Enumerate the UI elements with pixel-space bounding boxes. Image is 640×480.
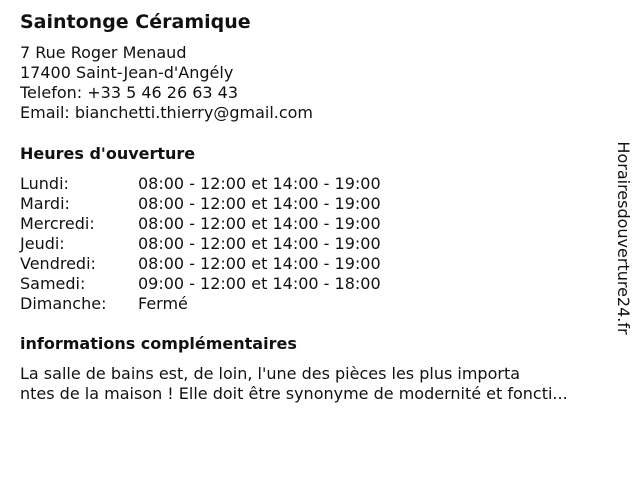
hours-time: 08:00 - 12:00 et 14:00 - 19:00	[138, 214, 381, 233]
business-name: Saintonge Céramique	[20, 11, 251, 33]
hours-time: 08:00 - 12:00 et 14:00 - 19:00	[138, 254, 381, 273]
address-city: 17400 Saint-Jean-d'Angély	[20, 63, 234, 82]
hours-day: Mercredi:	[20, 214, 95, 233]
info-heading: informations complémentaires	[20, 334, 297, 353]
hours-time: Fermé	[138, 294, 188, 313]
description-line: ntes de la maison ! Elle doit être synonyme de modernité et foncti...	[20, 384, 568, 403]
hours-time: 08:00 - 12:00 et 14:00 - 19:00	[138, 194, 381, 213]
hours-day: Vendredi:	[20, 254, 96, 273]
address-street: 7 Rue Roger Menaud	[20, 43, 187, 62]
hours-day: Dimanche:	[20, 294, 107, 313]
description-text	[20, 364, 568, 404]
site-watermark: Horairesdouverture24.fr	[614, 141, 633, 335]
hours-day: Jeudi:	[20, 234, 65, 253]
hours-time: 08:00 - 12:00 et 14:00 - 19:00	[138, 174, 381, 193]
description-line: La salle de bains est, de loin, l'une des pièces les plus importa	[20, 364, 521, 383]
hours-time: 08:00 - 12:00 et 14:00 - 19:00	[138, 234, 381, 253]
contact-block	[20, 43, 313, 123]
hours-time: 09:00 - 12:00 et 14:00 - 18:00	[138, 274, 381, 293]
hours-day: Mardi:	[20, 194, 70, 213]
hours-heading: Heures d'ouverture	[20, 144, 196, 163]
hours-day: Samedi:	[20, 274, 86, 293]
hours-day: Lundi:	[20, 174, 69, 193]
phone-number: Telefon: +33 5 46 26 63 43	[20, 83, 239, 102]
email-address: Email: bianchetti.thierry@gmail.com	[20, 103, 314, 122]
